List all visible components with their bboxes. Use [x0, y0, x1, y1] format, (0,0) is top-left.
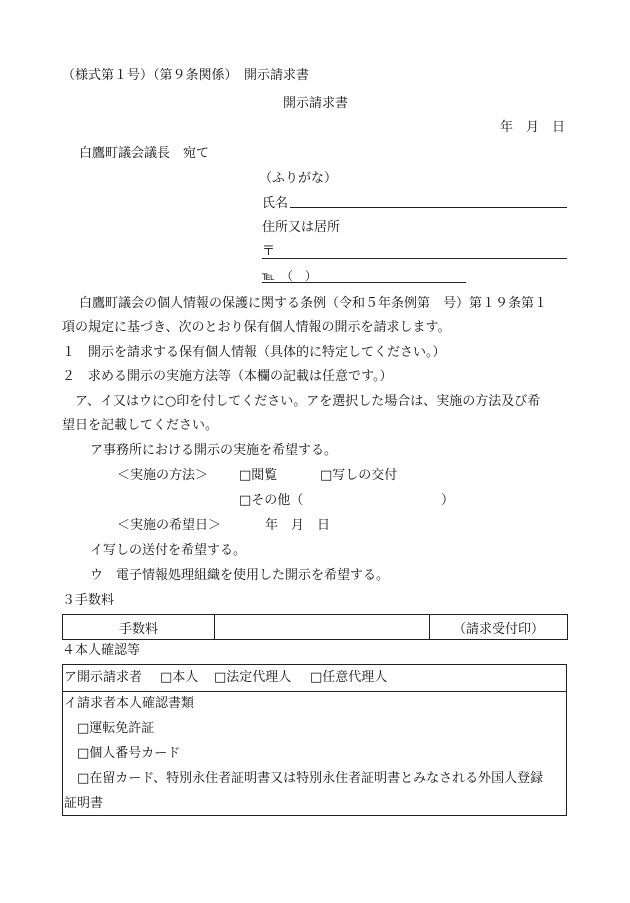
desired-date[interactable]: 年 月 日: [265, 518, 331, 533]
name-label: 氏名: [262, 196, 289, 211]
furigana-label: （ふりがな）: [259, 171, 338, 186]
item-2: ２ 求める開示の実施方法等（本欄の記載は任意です。）: [62, 369, 393, 384]
method-label: ＜実施の方法＞: [117, 468, 209, 483]
intro-line-2: 項の規定に基づき、次のとおり保有個人情報の開示を請求します。: [62, 320, 451, 335]
tel-field[interactable]: [262, 282, 466, 283]
checkbox-drivers-license[interactable]: □運転免許証: [77, 721, 155, 736]
item-2-note-2: 望日を記載してください。: [62, 418, 219, 433]
option-u: ウ 電子情報処理組織を使用した開示を希望する。: [90, 568, 390, 583]
postal-mark: 〒: [262, 244, 276, 259]
identity-section-title: ４本人確認等: [62, 643, 141, 658]
fee-section-title: ３手数料: [62, 593, 115, 608]
fee-table: [62, 614, 568, 640]
checkbox-other[interactable]: □その他（: [239, 493, 304, 508]
item-2-note-1: ア、イ又はウに○印を付してください。アを選択した場合は、実施の方法及び希: [75, 394, 541, 409]
addressee: 白鷹町議会議長 宛て: [79, 146, 210, 161]
tel-label: ℡ （ ）: [262, 269, 317, 283]
intro-line-1: 白鷹町議会の個人情報の保護に関する条例（令和５年条例第 号）第１９条第１: [79, 296, 548, 311]
reception-stamp: （請求受付印）: [430, 615, 568, 640]
checkbox-self[interactable]: □本人: [160, 670, 199, 685]
form-number: （様式第１号）（第９条関係） 開示請求書: [62, 68, 310, 83]
option-i: イ写しの送付を希望する。: [90, 543, 247, 558]
documents-label: イ請求者本人確認書類: [64, 696, 195, 711]
name-field[interactable]: [290, 207, 567, 208]
checkbox-legal-agent[interactable]: □法定代理人: [214, 670, 292, 685]
checkbox-copy[interactable]: □写しの交付: [320, 468, 398, 483]
checkbox-voluntary-agent[interactable]: □任意代理人: [310, 670, 388, 685]
requester-label: ア開示請求者: [64, 670, 143, 685]
fee-label: 手数料: [63, 615, 215, 640]
item-1: １ 開示を請求する保有個人情報（具体的に特定してください。）: [62, 345, 446, 360]
request-date: 年 月 日: [500, 120, 566, 135]
address-label: 住所又は居所: [262, 220, 341, 235]
residence-card-line-2: 証明書: [64, 796, 104, 811]
page-title: 開示請求書: [283, 96, 349, 111]
fee-value[interactable]: [215, 615, 430, 640]
date-label: ＜実施の希望日＞: [117, 518, 222, 533]
checkbox-view[interactable]: □閲覧: [239, 468, 278, 483]
identity-box: [62, 664, 567, 816]
option-a: ア事務所における開示の実施を希望する。: [90, 443, 338, 458]
address-field[interactable]: [262, 258, 567, 259]
checkbox-my-number-card[interactable]: □個人番号カード: [77, 746, 181, 761]
other-close-paren: ）: [441, 493, 455, 508]
checkbox-residence-card[interactable]: □在留カード、特別永住者証明書又は特別永住者証明書とみなされる外国人登録: [77, 771, 544, 786]
